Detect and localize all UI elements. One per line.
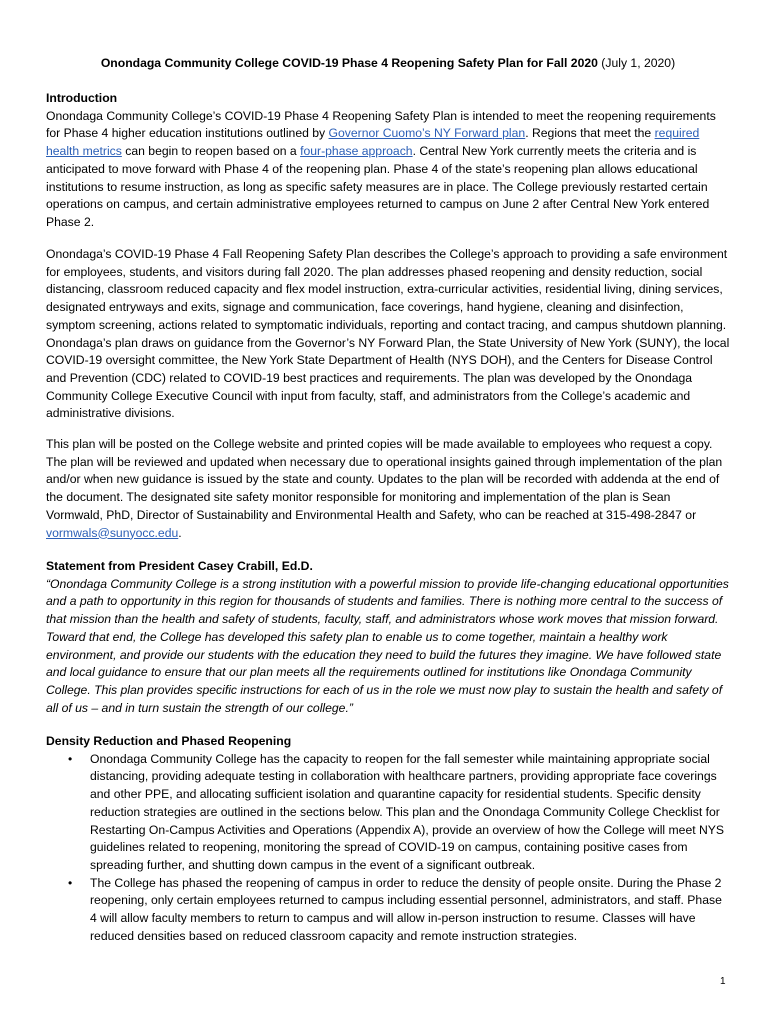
density-bullet-list <box>46 751 730 946</box>
title-date: (July 1, 2020) <box>597 56 676 70</box>
health-metrics-link[interactable]: required health metrics <box>46 126 700 159</box>
document-title <box>46 55 730 72</box>
president-quote: “Onondaga Community College is a strong institution with a powerful mission to provide life-changing educational opportunities and a path to opportunity in this region for thousands of students and families. There is nothing more central to the success of that mission than the health and safety of students, faculty, staff, and administrators whose work moves that mission forward. Toward that end, the College has developed this safety plan to enable us to come together, maintain a healthy work environment, and provide our students with the education they need to build the futures they imagine. We have followed state and local guidance to ensure that our plan meets all the requirements outlined for institutions like Onondaga Community College. This plan provides specific instructions for each of us in the role we must now play to sustain the health and safety of all of us – and in turn sustain the strength of our college.” <box>46 576 729 715</box>
ny-forward-link[interactable]: Governor Cuomo’s NY Forward plan <box>328 126 526 141</box>
density-heading: Density Reduction and Phased Reopening <box>46 734 292 748</box>
introduction-paragraph-3 <box>46 436 730 542</box>
page-number: 1 <box>720 976 726 987</box>
email-link[interactable]: vormwals@sunyocc.edu <box>46 525 179 540</box>
introduction-heading: Introduction <box>46 91 118 105</box>
list-item <box>46 751 730 875</box>
bullet-text: The College has phased the reopening of campus in order to reduce the density of people onsite. During the Phase 2 reopening, only certain employees returned to campus including essential personnel, administrators, and staff. Phase 4 will allow faculty members to return to campus and will allow in-person instruction to resume. Classes will have reduced densities based on reduced classroom capacity and remote instruction strategies. <box>90 875 722 943</box>
introduction-paragraph-1 <box>46 108 730 232</box>
intro-text-c: can begin to reopen based on a <box>121 144 301 159</box>
bullet-text: Onondaga Community College has the capacity to reopen for the fall semester while maintaining appropriate social distancing, providing adequate testing in collaboration with healthcare partners, providing appropriate face coverings and other PPE, and allocating sufficient isolation and quarantine capacity for residential students. Specific density reduction strategies are outlined in the sections below. This plan and the Onondaga Community College Checklist for Restarting On-Campus Activities and Operations (Appendix A), provide an overview of how the College will meet NYS guidelines related to reopening, monitoring the spread of COVID-19 on campus, containing positive cases from spreading further, and shutting down campus in the event of a significant outbreak. <box>90 751 725 872</box>
intro-text-a: Onondaga Community College’s COVID-19 Phase 4 Reopening Safety Plan is intended to meet the reopening requirements for Phase 4 higher education institutions outlined by <box>46 108 716 141</box>
introduction-paragraph-2 <box>46 246 730 423</box>
introduction-section <box>46 90 730 232</box>
intro-text-d: . Central New York currently meets the criteria and is anticipated to move forward with Phase 4 of the reopening plan. Phase 4 of the state’s reopening plan allows educational institutions to resume instruction, as long as specific safety measures are in place. The College previously restarted certain operations on campus, and certain administrative employees returned to campus on June 2 after Central New York entered Phase 2. <box>46 144 710 229</box>
density-reduction-section <box>46 733 730 945</box>
intro-text-b: . Regions that meet the <box>525 126 655 141</box>
list-item <box>46 875 730 946</box>
intro-p3-text-b: . <box>178 525 182 540</box>
title-bold: Onondaga Community College COVID-19 Phase 4 Reopening Safety Plan for Fall 2020 <box>100 56 598 70</box>
president-statement-section <box>46 558 730 717</box>
bullet-icon: • <box>68 875 73 890</box>
intro-p3-text-a: This plan will be posted on the College website and printed copies will be made available to employees who request a copy. The plan will be reviewed and updated when necessary due to operational insights gained through implementation of the plan and/or when new guidance is issued by the state and county. Updates to the plan will be recorded with addenda at the end of the document. The designated site safety monitor responsible for monitoring and implementation of the plan is Sean Vormwald, PhD, Director of Sustainability and Environmental Health and Safety, who can be reached at 315-498-2847 or <box>46 437 723 522</box>
intro-paragraph-2-text: Onondaga’s COVID-19 Phase 4 Fall Reopening Safety Plan describes the College’s approach to providing a safe environment for employees, students, and visitors during fall 2020. The plan addresses phased reopening and density reduction, social distancing, classroom reduced capacity and flex model instruction, extra-curricular activities, residential living, dining services, designated entryways and exits, signage and communication, face coverings, hand hygiene, cleaning and disinfection, symptom screening, actions related to symptomatic individuals, reporting and contact tracing, and campus shutdown planning. Onondaga’s plan draws on guidance from the Governor’s NY Forward Plan, the State University of New York (SUNY), the local COVID-19 oversight committee, the New York State Department of Health (NYS DOH), and the Centers for Disease Control and Prevention (CDC) related to COVID-19 best practices and requirements. The plan was developed by the Onondaga Community College Executive Council with input from faculty, staff, and administrators from the College’s academic and administrative divisions. <box>46 247 730 421</box>
bullet-icon: • <box>68 751 73 766</box>
four-phase-link[interactable]: four-phase approach <box>300 144 413 159</box>
intro-paragraph-3-text <box>46 436 730 542</box>
statement-heading: Statement from President Casey Crabill, Ed.D. <box>46 559 313 573</box>
